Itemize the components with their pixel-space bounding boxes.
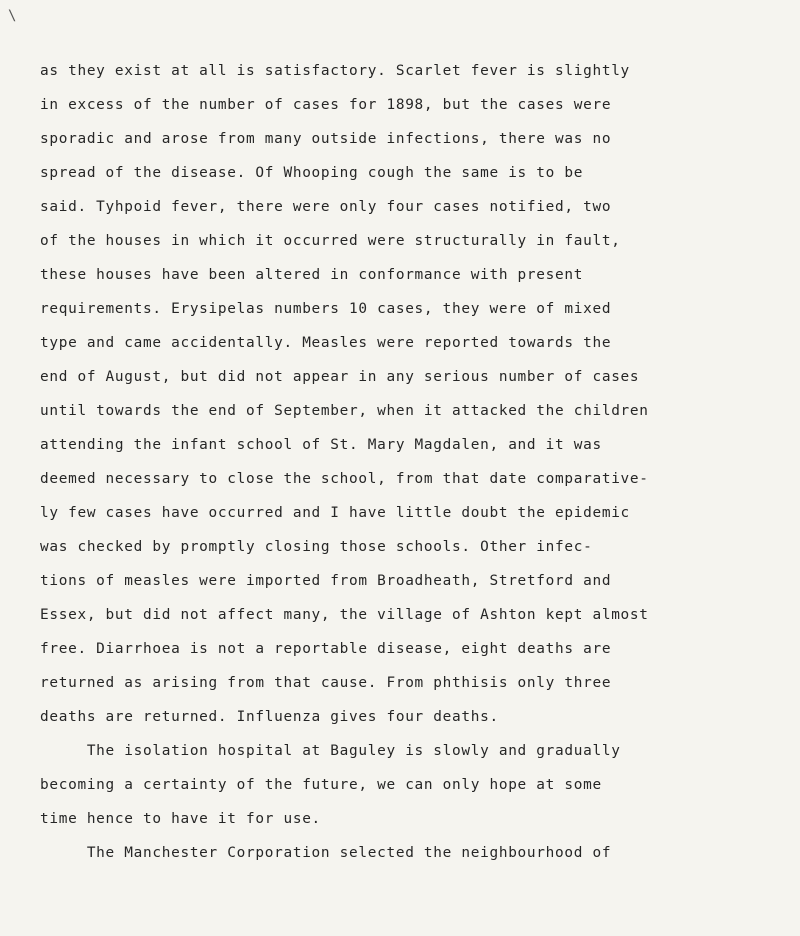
text-line: of the houses in which it occurred were structurally in fault,	[40, 233, 621, 249]
text-line: until towards the end of September, when it attacked the children	[40, 403, 649, 419]
text-line: end of August, but did not appear in any serious number of cases	[40, 369, 640, 385]
text-line: attending the infant school of St. Mary Magdalen, and it was	[40, 437, 602, 453]
text-line: ly few cases have occurred and I have little doubt the epidemic	[40, 505, 630, 521]
text-line: returned as arising from that cause. From phthisis only three	[40, 675, 612, 691]
text-line: as they exist at all is satisfactory. Scarlet fever is slightly	[40, 63, 630, 79]
text-line: in excess of the number of cases for 1898, but the cases were	[40, 97, 612, 113]
text-line: these houses have been altered in conformance with present	[40, 267, 584, 283]
text-line: sporadic and arose from many outside infections, there was no	[40, 131, 612, 147]
corner-mark: \	[8, 8, 17, 24]
text-line: Essex, but did not affect many, the village of Ashton kept almost	[40, 607, 649, 623]
text-line: time hence to have it for use.	[40, 811, 321, 827]
text-line: The Manchester Corporation selected the neighbourhood of	[40, 845, 612, 861]
text-line: The isolation hospital at Baguley is slowly and gradually	[40, 743, 621, 759]
text-line: tions of measles were imported from Broadheath, Stretford and	[40, 573, 612, 589]
text-line: deemed necessary to close the school, from that date comparative-	[40, 471, 649, 487]
body-text	[40, 54, 800, 870]
text-line: type and came accidentally. Measles were reported towards the	[40, 335, 612, 351]
text-line: requirements. Erysipelas numbers 10 cases, they were of mixed	[40, 301, 612, 317]
text-line: deaths are returned. Influenza gives four deaths.	[40, 709, 499, 725]
text-line: spread of the disease. Of Whooping cough the same is to be	[40, 165, 584, 181]
text-line: free. Diarrhoea is not a reportable disease, eight deaths are	[40, 641, 612, 657]
text-line: was checked by promptly closing those schools. Other infec-	[40, 539, 593, 555]
text-line: becoming a certainty of the future, we can only hope at some	[40, 777, 602, 793]
text-line: said. Tyhpoid fever, there were only four cases notified, two	[40, 199, 612, 215]
